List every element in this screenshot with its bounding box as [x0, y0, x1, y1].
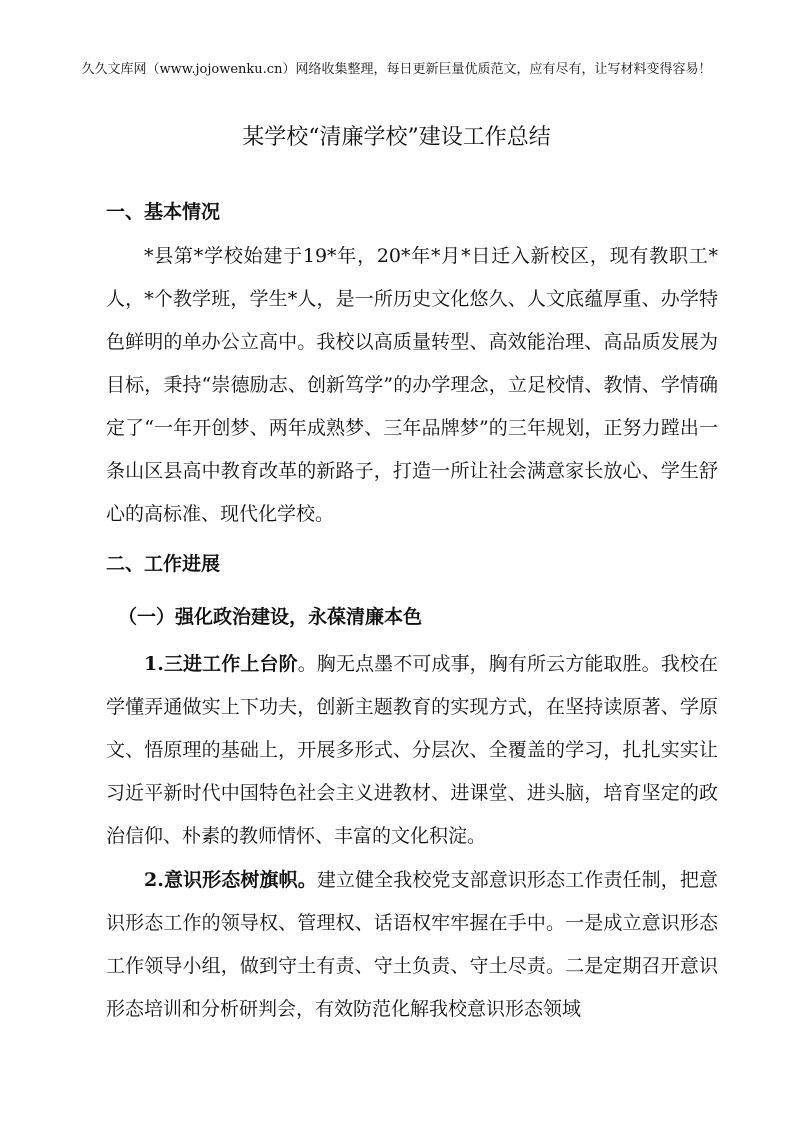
header-note: 久久文库网（www.jojowenku.cn）网络收集整理，每日更新巨量优质范文，应有尽有，让写材料变得容易！ — [81, 62, 712, 77]
item-1-lead: 1.三进工作上台阶 — [144, 653, 298, 675]
paragraph-basic-info: *县第*学校始建于19*年，20*年*月*日迁入新校区，现有教职工*人，*个教学班，学生*人，是一所历史文化悠久、人文底蕴厚重、办学特色鲜明的单办公立高中。我校以高质量转型、高效能治理、高品质发展为目标，秉持“崇德励志、创新笃学”的办学理念，立足校情、教情、学情确定了“一年开创梦、两年成熟梦、三年品牌梦”的三年规划，正努力蹚出一条山区县高中教育改革的新路子，打造一所让社会满意家长放心、学生舒心的高标准、现代化学校。 — [106, 245, 718, 525]
item-2-text: 建立健全我校党支部意识形态工作责任制，把意识形态工作的领导权、管理权、话语权牢牢握在手中。一是成立意识形态工作领导小组，做到守土有责、守土负责、守土尽责。二是定期召开意识形态培训和分析研判会，有效防范化解我校意识形态领域 — [106, 869, 718, 1020]
section-heading-progress: 二、工作进展 — [106, 553, 221, 575]
item-2-lead: 2.意识形态树旗帜。 — [144, 869, 317, 891]
document-title: 某学校“清廉学校”建设工作总结 — [242, 125, 551, 150]
section-heading-basic-info: 一、基本情况 — [106, 201, 221, 223]
subsection-heading-political: （一）强化政治建设，永葆清廉本色 — [118, 606, 423, 628]
paragraph-item-1 — [106, 643, 718, 858]
item-1-text: 。胸无点墨不可成事，胸有所云方能取胜。我校在学懂弄通做实上下功夫，创新主题教育的实现方式，在坚持读原著、学原文、悟原理的基础上，开展多形式、分层次、全覆盖的学习，扎扎实实让习近平新时代中国特色社会主义进教材、进课堂、进头脑，培育坚定的政治信仰、朴素的教师情怀、丰富的文化积淀。 — [106, 653, 718, 847]
paragraph-item-2 — [106, 859, 718, 1031]
